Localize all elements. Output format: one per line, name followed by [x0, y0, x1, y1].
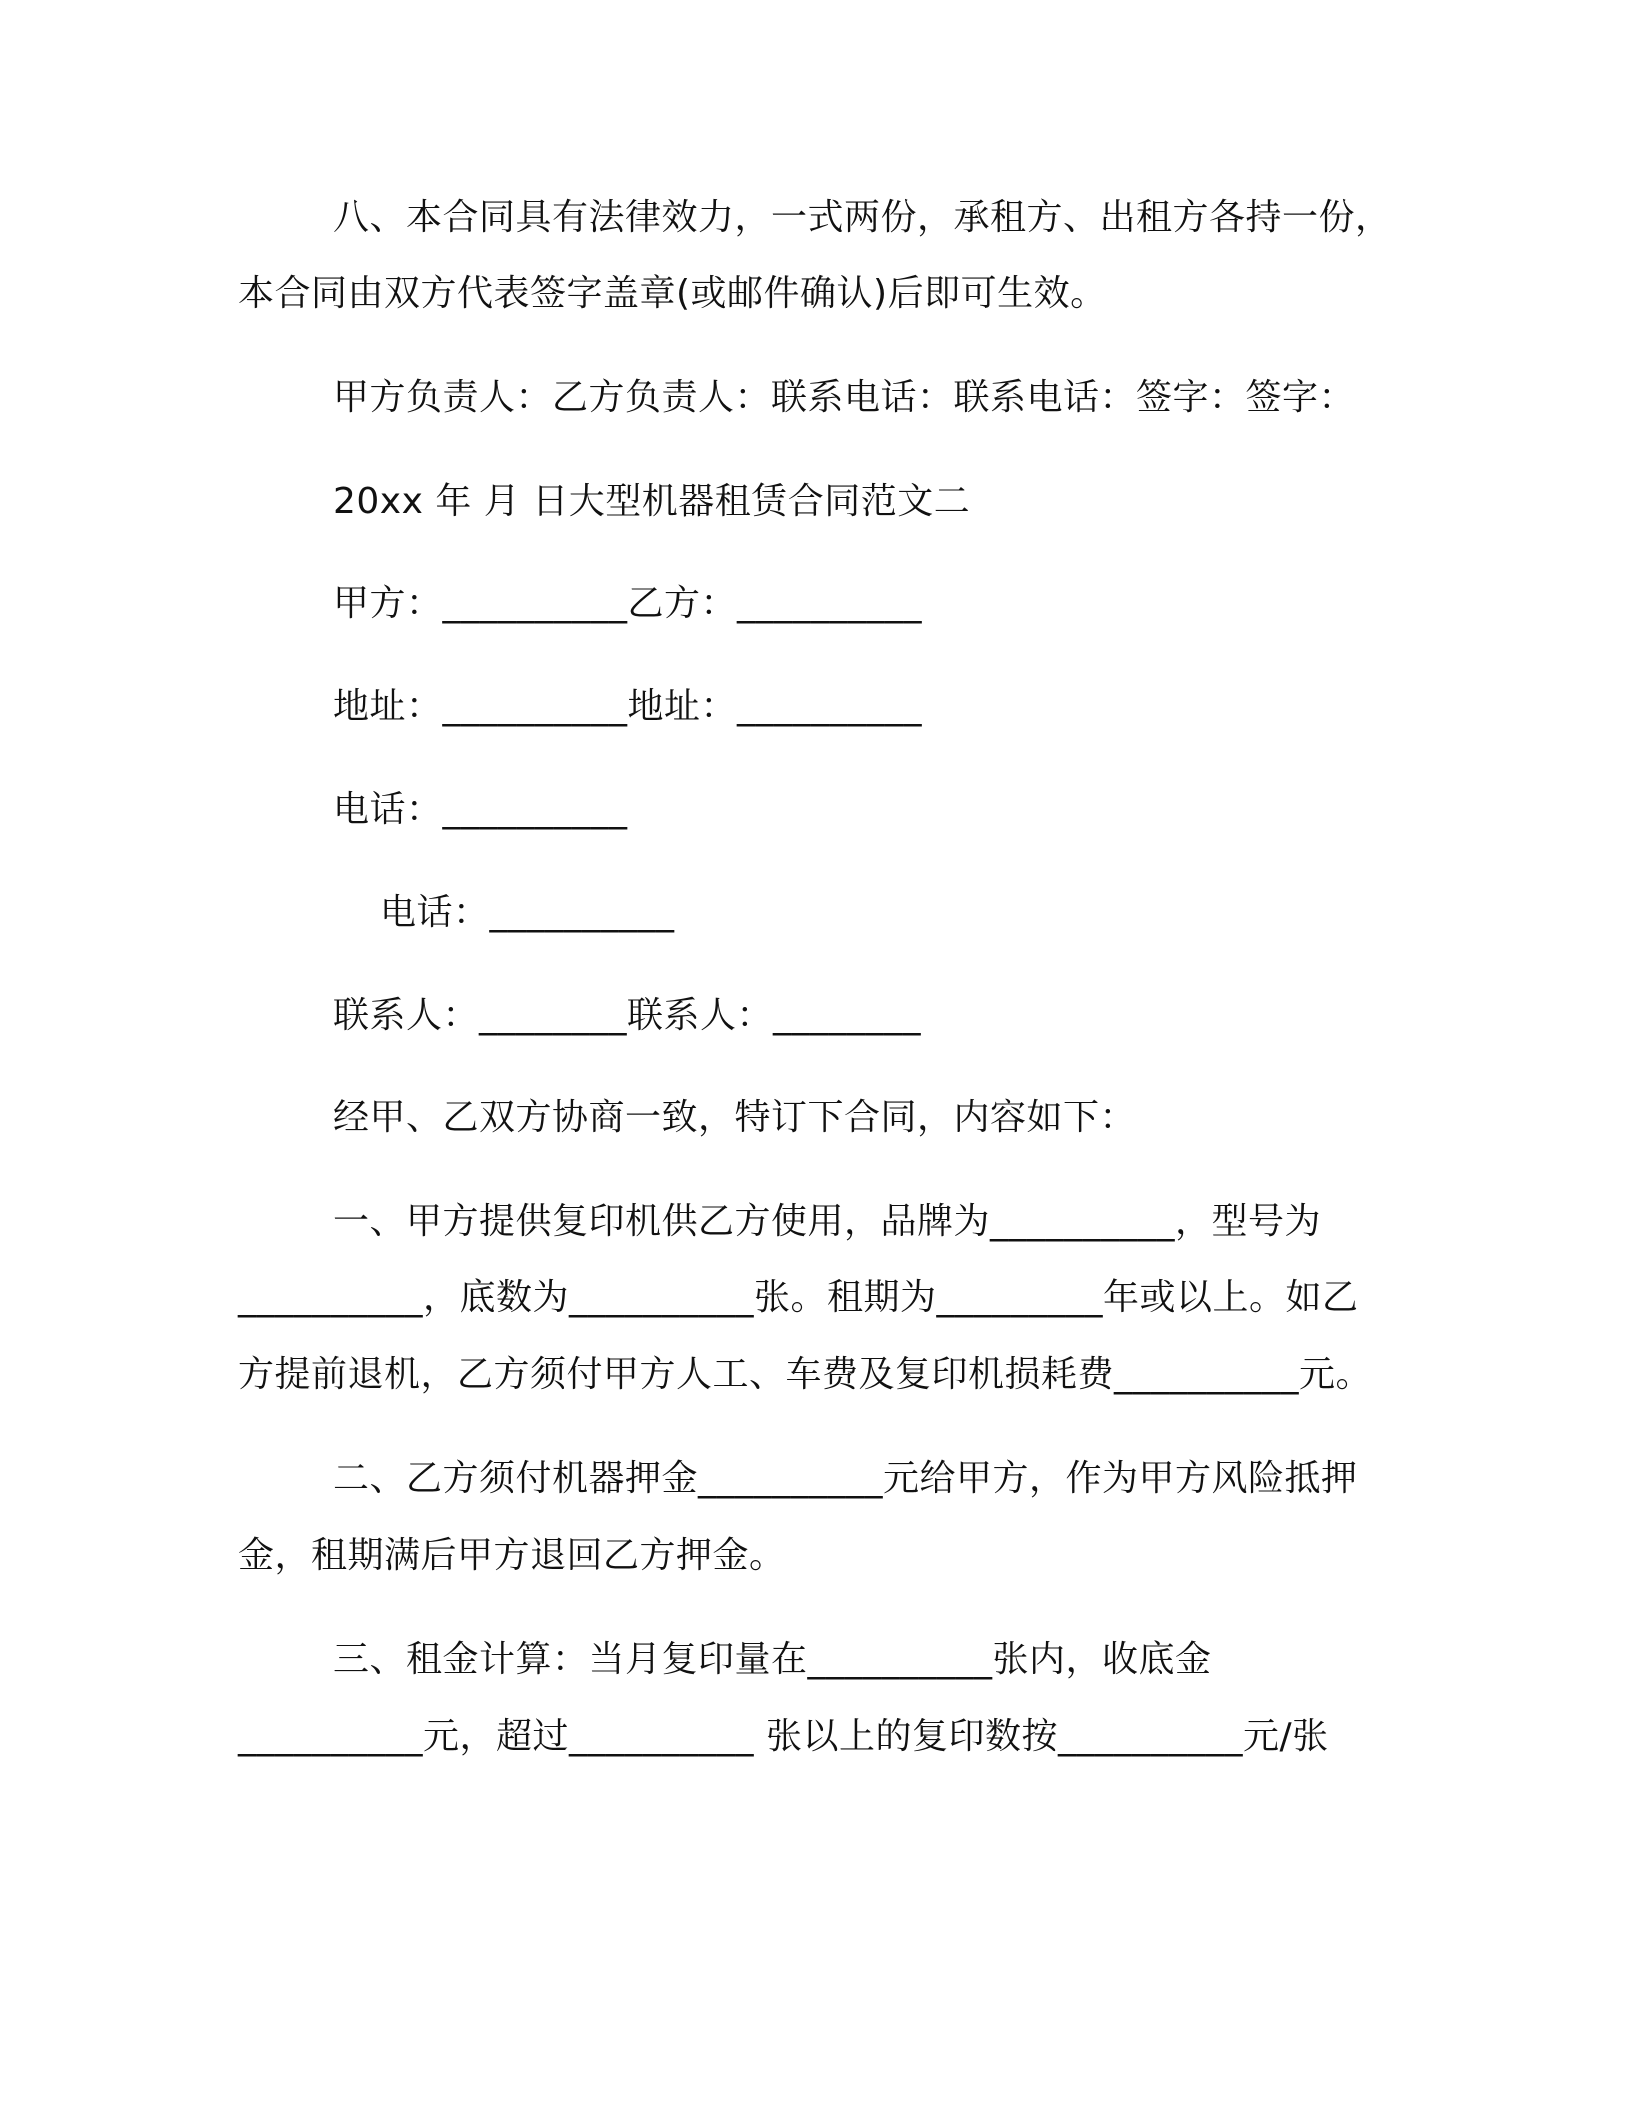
clause-1-line-3: 方提前退机，乙方须付甲方人工、车费及复印机损耗费__________元。 [238, 1354, 1373, 1395]
clause-3-line-1: 三、租金计算：当月复印量在__________张内，收底金 [333, 1639, 1212, 1680]
party-b-phone-line: 电话：__________ [380, 892, 675, 933]
party-address-line: 地址：__________地址：__________ [333, 686, 923, 727]
agreement-intro: 经甲、乙双方协商一致，特订下合同，内容如下： [333, 1097, 1137, 1138]
clause-2-line-2: 金，租期满后甲方退回乙方押金。 [238, 1535, 786, 1576]
party-a-phone-line: 电话：__________ [333, 789, 628, 830]
contact-person-line: 联系人：________联系人：________ [333, 995, 922, 1036]
signature-fields-line: 甲方负责人：乙方负责人：联系电话：联系电话：签字：签字： [333, 377, 1356, 418]
clause-8-line-1: 八、本合同具有法律效力，一式两份，承租方、出租方各持一份， [333, 197, 1392, 238]
clause-2-line-1: 二、乙方须付机器押金__________元给甲方，作为甲方风险抵押 [333, 1458, 1358, 1499]
contract-title: 20xx 年 月 日大型机器租赁合同范文二 [333, 481, 971, 522]
clause-1-line-1: 一、甲方提供复印机供乙方使用，品牌为__________，型号为 [333, 1201, 1322, 1242]
party-names-line: 甲方：__________乙方：__________ [333, 583, 923, 624]
clause-3-line-2: __________元，超过__________ 张以上的复印数按__________元/张 [238, 1716, 1329, 1757]
clause-1-line-2: __________，底数为__________张。租期为_________年或以上。如乙 [238, 1277, 1359, 1318]
clause-8-line-2: 本合同由双方代表签字盖章(或邮件确认)后即可生效。 [238, 273, 1107, 314]
